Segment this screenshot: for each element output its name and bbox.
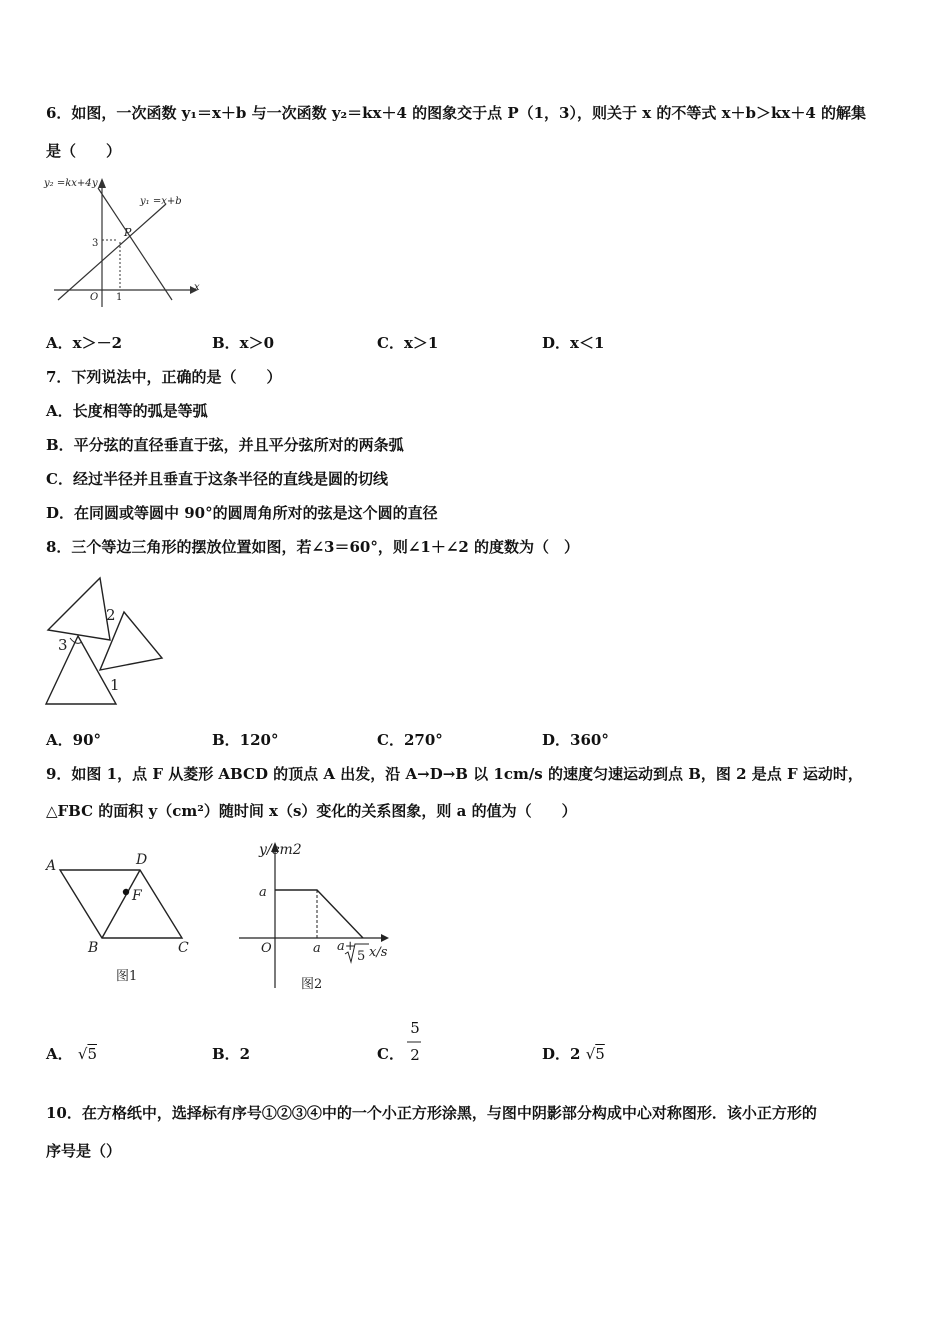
q7-stem: 7．下列说法中，正确的是（ ） bbox=[46, 368, 282, 386]
q10-stem-line2: 序号是（） bbox=[46, 1142, 122, 1160]
q9-graph-x-label: x/s bbox=[369, 945, 388, 960]
q6-tick-y: 3 bbox=[92, 238, 99, 249]
q6-graph bbox=[40, 172, 220, 312]
q8-label-1: 1 bbox=[110, 676, 120, 694]
q6-stem-line1: 6．如图，一次函数 y₁＝x＋b 与一次函数 y₂＝kx＋4 的图象交于点 P（1，3），则关于 x 的不等式 x＋b＞kx＋4 的解集 bbox=[46, 104, 867, 122]
q6-origin-label: O bbox=[90, 292, 99, 303]
q9-graph-sqrt-five: 5 bbox=[357, 949, 366, 964]
q9-label-a: A bbox=[46, 858, 57, 874]
q8-label-2: 2 bbox=[106, 606, 116, 624]
q6-y1-label: y₁ =x+b bbox=[140, 196, 182, 207]
q6-y2-label: y₂ =kx+4 bbox=[44, 178, 92, 189]
q6-stem-line2: 是（ ） bbox=[46, 142, 122, 160]
q9-label-f: F bbox=[132, 888, 142, 904]
q8-triangle-top bbox=[48, 578, 110, 640]
q9-graph-polyline bbox=[275, 890, 363, 938]
q8-stem: 8．三个等边三角形的摆放位置如图，若∠3＝60°，则∠1＋∠2 的度数为（ ） bbox=[46, 538, 580, 556]
q9-option-a[interactable] bbox=[46, 1043, 97, 1064]
q9-graph-x-arrow bbox=[381, 934, 389, 942]
q7-option-d[interactable]: D．在同圆或等圆中 90°的圆周角所对的弦是这个圆的直径 bbox=[46, 504, 438, 522]
q9-stem-line2: △FBC 的面积 y（cm²）随时间 x（s）变化的关系图象，则 a 的值为（ ） bbox=[46, 802, 577, 820]
q8-triangles-figure bbox=[42, 572, 182, 712]
q8-option-a[interactable]: A．90° bbox=[46, 731, 102, 749]
q9-rhombus-figure bbox=[42, 848, 222, 998]
q8-option-d[interactable]: D．360° bbox=[542, 731, 609, 749]
q9-option-d-sqrt: √5 bbox=[585, 1045, 605, 1063]
q8-triangle-bottom bbox=[46, 636, 116, 704]
q9-option-a-sqrt: √5 bbox=[77, 1045, 97, 1063]
q9-option-a-prefix: A． bbox=[46, 1045, 73, 1063]
q9-option-b[interactable]: B．2 bbox=[212, 1045, 251, 1063]
q9-option-d[interactable] bbox=[542, 1043, 605, 1064]
q9-option-c[interactable] bbox=[377, 1043, 404, 1064]
q6-line-y1 bbox=[58, 204, 166, 300]
q9-graph-a-x: a bbox=[313, 941, 321, 956]
q6-option-d[interactable]: D．x＜1 bbox=[542, 334, 605, 352]
q9-graph-a-plus: a+ bbox=[337, 939, 356, 954]
q8-label-3: 3 bbox=[58, 636, 68, 654]
q9-label-d: D bbox=[136, 852, 148, 868]
q9-graph-a-y: a bbox=[259, 885, 267, 900]
q7-option-c[interactable]: C．经过半径并且垂直于这条半径的直线是圆的切线 bbox=[46, 470, 388, 488]
q9-option-c-numerator: 5 bbox=[410, 1019, 420, 1037]
q9-fig1-caption: 图1 bbox=[116, 969, 138, 984]
q10-stem-line1: 10．在方格纸中，选择标有序号①②③④中的一个小正方形涂黑，与图中阴影部分构成中心对称图形．该小正方形的 bbox=[46, 1104, 817, 1122]
q6-x-axis-label: x bbox=[194, 282, 200, 293]
q9-option-c-prefix: C． bbox=[377, 1045, 404, 1063]
q9-graph-y-label: y/cm2 bbox=[259, 842, 302, 858]
q6-option-a[interactable]: A．x＞－2 bbox=[46, 334, 123, 352]
q6-option-c[interactable]: C．x＞1 bbox=[377, 334, 439, 352]
q9-area-graph bbox=[235, 838, 395, 998]
q6-point-label: P bbox=[124, 226, 132, 239]
q8-option-b[interactable]: B．120° bbox=[212, 731, 279, 749]
q9-label-b: B bbox=[88, 940, 99, 956]
q9-option-a-radicand: 5 bbox=[87, 1045, 97, 1063]
q6-option-b[interactable]: B．x＞0 bbox=[212, 334, 275, 352]
q9-label-c: C bbox=[178, 940, 189, 956]
q9-stem-line1: 9．如图 1，点 F 从菱形 ABCD 的顶点 A 出发，沿 A→D→B 以 1cm/s 的速度匀速运动到点 B，图 2 是点 F 运动时， bbox=[46, 765, 863, 783]
q9-point-f bbox=[123, 889, 129, 895]
q6-tick-x: 1 bbox=[116, 292, 123, 303]
q6-y-axis-label: y bbox=[92, 178, 98, 189]
q9-option-c-denominator: 2 bbox=[410, 1046, 420, 1064]
q9-diagonal-db bbox=[102, 870, 140, 938]
q9-option-d-radicand: 5 bbox=[595, 1045, 605, 1063]
q9-graph-origin: O bbox=[261, 941, 272, 956]
q9-option-d-prefix: D．2 bbox=[542, 1045, 581, 1063]
q7-option-b[interactable]: B．平分弦的直径垂直于弦，并且平分弦所对的两条弧 bbox=[46, 436, 404, 454]
q9-fig2-caption: 图2 bbox=[301, 977, 323, 992]
q9-option-c-fraction-bar bbox=[407, 1040, 423, 1044]
q7-option-a[interactable]: A．长度相等的弧是等弧 bbox=[46, 402, 208, 420]
q8-option-c[interactable]: C．270° bbox=[377, 731, 443, 749]
q6-y-arrow bbox=[98, 178, 106, 188]
